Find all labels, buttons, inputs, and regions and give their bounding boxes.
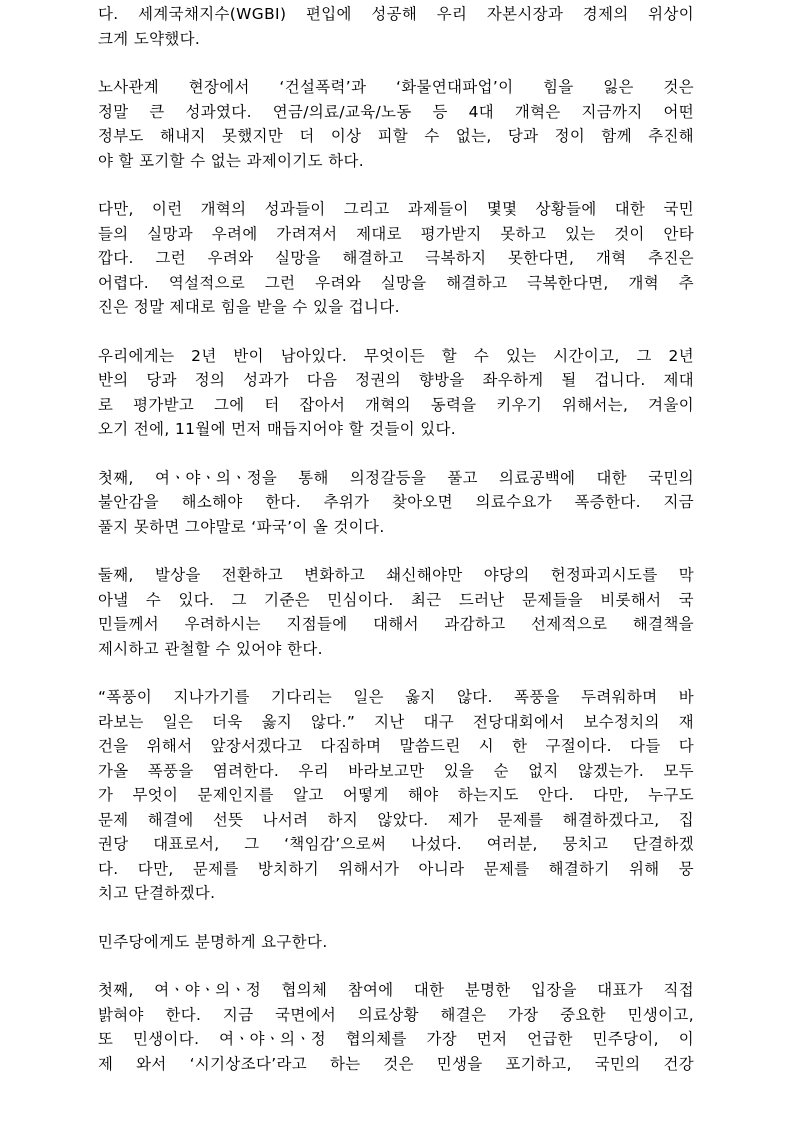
paragraph <box>98 344 694 442</box>
paragraph <box>98 930 694 955</box>
text-line: 가 무엇이 문제인지를 알고 어떻게 해야 하는지도 안다. 다만, 누구도 <box>98 786 694 804</box>
text-line: 노사관계 현장에서 ‘건설폭력’과 ‘화물연대파업’이 힘을 잃은 것은 <box>98 78 694 96</box>
text-line: 다만, 이런 개혁의 성과들이 그리고 과제들이 몇몇 상황들에 대한 국민 <box>98 200 694 218</box>
text-line: 밝혀야 한다. 지금 국면에서 의료상황 해결은 가장 중요한 민생이고, <box>98 1005 694 1024</box>
text-line: 민들께서 우려하시는 지점들에 대해서 과감하고 선제적으로 해결책을 <box>98 615 694 633</box>
text-line: 정부도 해내지 못했지만 더 이상 피할 수 없는, 당과 정이 함께 추진해 <box>98 127 694 145</box>
paragraph <box>98 2 694 51</box>
paragraph <box>98 75 694 173</box>
text-line: 또 민생이다. 여ㆍ야ㆍ의ㆍ정 협의체를 가장 먼저 언급한 민주당이, 이 <box>98 1030 694 1048</box>
text-line: 민주당에게도 분명하게 요구한다. <box>98 932 328 951</box>
text-line: 라보는 일은 더욱 옳지 않다.” 지난 대구 전당대회에서 보수정치의 재 <box>98 712 694 731</box>
text-line: 정말 큰 성과였다. 연금/의료/교육/노동 등 4대 개혁은 지금까지 어떤 <box>98 102 694 121</box>
text-line: 둘째, 발상을 전환하고 변화하고 쇄신해야만 야당의 헌정파괴시도를 막 <box>98 566 694 584</box>
text-line: 다. 세계국채지수(WGBI) 편입에 성공해 우리 자본시장과 경제의 위상이 <box>98 5 694 23</box>
document-page <box>98 2 694 1100</box>
text-line: “폭풍이 지나가기를 기다리는 일은 옳지 않다. 폭풍을 두려워하며 바 <box>98 688 694 706</box>
text-line: 건을 위해서 앞장서겠다고 다짐하며 말씀드린 시 한 구절이다. 다들 다 <box>98 737 694 755</box>
paragraph <box>98 978 694 1076</box>
text-line: 첫째, 여ㆍ야ㆍ의ㆍ정 협의체 참여에 대한 분명한 입장을 대표가 직접 <box>98 981 694 999</box>
text-line: 아낼 수 있다. 그 기준은 민심이다. 최근 드러난 문제들을 비롯해서 국 <box>98 590 694 609</box>
text-line: 오기 전에, 11월에 먼저 매듭지어야 할 것들이 있다. <box>98 420 457 438</box>
text-line: 제시하고 관철할 수 있어야 한다. <box>98 639 323 658</box>
paragraph <box>98 685 694 906</box>
text-line: 권당 대표로서, 그 ‘책임감’으로써 나섰다. 여러분, 뭉치고 단결하겠 <box>98 835 694 853</box>
text-line: 제 와서 ‘시기상조다’라고 하는 것은 민생을 포기하고, 국민의 건강 <box>98 1054 694 1073</box>
text-line: 가올 폭풍을 염려한다. 우리 바라보고만 있을 순 없지 않겠는가. 모두 <box>98 761 694 780</box>
text-line: 진은 정말 제대로 힘을 받을 수 있을 겁니다. <box>98 298 400 316</box>
text-line: 우리에게는 2년 반이 남아있다. 무엇이든 할 수 있는 시간이고, 그 2년 <box>98 346 694 365</box>
paragraph <box>98 563 694 661</box>
text-line: 첫째, 여ㆍ야ㆍ의ㆍ정을 통해 의정갈등을 풀고 의료공백에 대한 국민의 <box>98 468 694 487</box>
text-line: 문제 해결에 선뜻 나서려 하지 않았다. 제가 문제를 해결하겠다고, 집 <box>98 810 694 829</box>
text-line: 치고 단결하겠다. <box>98 884 216 902</box>
text-line: 야 할 포기할 수 없는 과제이기도 하다. <box>98 151 365 170</box>
text-line: 풀지 못하면 그야말로 ‘파국’이 올 것이다. <box>98 517 385 536</box>
text-line: 반의 당과 정의 성과가 다음 정권의 향방을 좌우하게 될 겁니다. 제대 <box>98 371 694 389</box>
paragraph <box>98 466 694 540</box>
paragraph <box>98 197 694 320</box>
text-line: 어렵다. 역설적으로 그런 우려와 실망을 해결하고 극복한다면, 개혁 추 <box>98 273 694 292</box>
text-line: 들의 실망과 우려에 가려져서 제대로 평가받지 못하고 있는 것이 안타 <box>98 224 694 243</box>
text-line: 크게 도약했다. <box>98 29 201 48</box>
text-line: 깝다. 그런 우려와 실망을 해결하고 극복하지 못한다면, 개혁 추진은 <box>98 249 694 267</box>
text-line: 다. 다만, 문제를 방치하기 위해서가 아니라 문제를 해결하기 위해 뭉 <box>98 859 694 878</box>
text-line: 불안감을 해소해야 한다. 추위가 찾아오면 의료수요가 폭증한다. 지금 <box>98 493 694 511</box>
text-line: 로 평가받고 그에 터 잡아서 개혁의 동력을 키우기 위해서는, 겨울이 <box>98 395 694 414</box>
